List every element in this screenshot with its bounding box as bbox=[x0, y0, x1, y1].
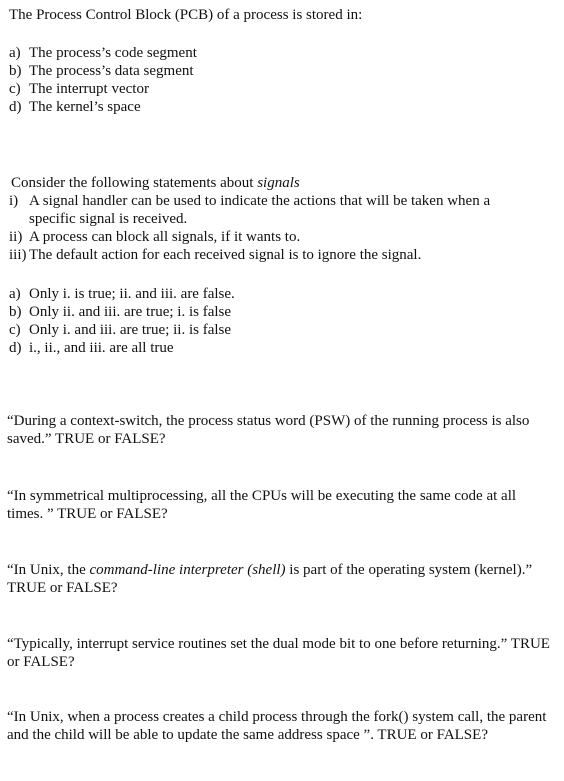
q2-option-b bbox=[9, 303, 232, 321]
q2-option-d bbox=[9, 339, 174, 357]
q1-option-c bbox=[9, 80, 149, 98]
q2-intro-prefix: Consider the following statements about bbox=[11, 175, 258, 191]
q2-statement-i-label: i) bbox=[9, 193, 19, 209]
q1-option-d bbox=[9, 98, 141, 116]
tf-question-3-suffix: is part of the operating system (kernel).” TRUE or FALSE? bbox=[7, 562, 533, 596]
q2-intro-em: signals bbox=[257, 175, 300, 191]
q2-statement-iii-label: iii) bbox=[9, 247, 27, 263]
tf-question-2: “In symmetrical multiprocessing, all the CPUs will be executing the same code at all times. ” TRUE or FALSE? bbox=[7, 488, 517, 522]
q2-option-c-label: c) bbox=[9, 322, 21, 338]
tf-question-5: “In Unix, when a process creates a child process through the fork() system call, the parent and the child will be able to update the same address space ”. TRUE or FALSE? bbox=[7, 709, 547, 743]
q2-option-c-text: Only i. and iii. are true; ii. is false bbox=[29, 322, 232, 338]
tf-question-1: “During a context-switch, the process status word (PSW) of the running process is also saved.” TRUE or FALSE? bbox=[7, 413, 530, 447]
q1-option-d-text: The kernel’s space bbox=[29, 99, 141, 115]
q2-statement-ii-label: ii) bbox=[9, 229, 23, 245]
tf-question-4: “Typically, interrupt service routines set the dual mode bit to one before returning.” TRUE or FALSE? bbox=[7, 636, 550, 670]
q1-option-a-text: The process’s code segment bbox=[29, 45, 197, 61]
q2-option-a bbox=[9, 285, 235, 303]
q2-option-b-label: b) bbox=[9, 304, 22, 320]
q2-option-a-label: a) bbox=[9, 286, 21, 302]
q2-statement-ii-text: A process can block all signals, if it wants to. bbox=[29, 229, 301, 245]
q2-statement-i bbox=[9, 192, 549, 228]
q1-question: The Process Control Block (PCB) of a process is stored in: bbox=[9, 7, 363, 23]
q2-option-a-text: Only i. is true; ii. and iii. are false. bbox=[29, 286, 235, 302]
tf-question-3-em: command-line interpreter (shell) bbox=[89, 562, 286, 578]
q1-option-a bbox=[9, 44, 197, 62]
q2-option-c bbox=[9, 321, 232, 339]
q2-option-d-text: i., ii., and iii. are all true bbox=[29, 340, 174, 356]
q2-intro bbox=[11, 174, 300, 192]
q2-statement-ii bbox=[9, 228, 301, 246]
q2-statement-iii-text: The default action for each received signal is to ignore the signal. bbox=[29, 247, 422, 263]
q1-option-b bbox=[9, 62, 194, 80]
tf-question-3 bbox=[7, 561, 547, 597]
q1-option-b-label: b) bbox=[9, 63, 22, 79]
q1-option-b-text: The process’s data segment bbox=[29, 63, 194, 79]
q1-option-c-text: The interrupt vector bbox=[29, 81, 149, 97]
q2-option-b-text: Only ii. and iii. are true; i. is false bbox=[29, 304, 232, 320]
q1-option-c-label: c) bbox=[9, 81, 21, 97]
q2-option-d-label: d) bbox=[9, 340, 22, 356]
q2-statement-iii bbox=[9, 246, 422, 264]
q2-statement-i-text: A signal handler can be used to indicate the actions that will be taken when a specific signal is received. bbox=[29, 193, 491, 227]
q1-option-d-label: d) bbox=[9, 99, 22, 115]
tf-question-3-prefix: “In Unix, the bbox=[7, 562, 90, 578]
q1-option-a-label: a) bbox=[9, 45, 21, 61]
